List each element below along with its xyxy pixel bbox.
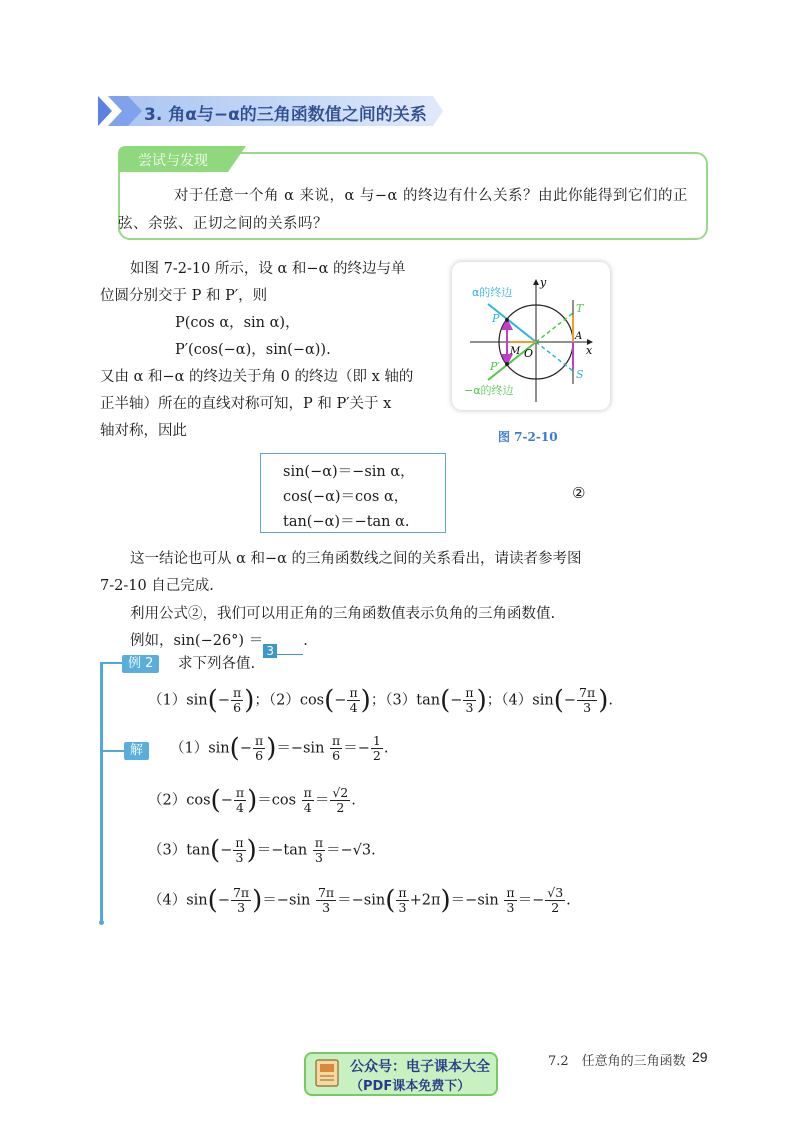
- after-l1: 这一结论也可从 α 和−α 的三角函数线之间的关系看出，请读者参考图: [130, 551, 582, 567]
- try-discover-tab: [118, 146, 258, 172]
- badge-line-2: （PDF课本免费下）: [350, 1079, 471, 1094]
- book-icon: [314, 1058, 342, 1090]
- formula-number: ②: [572, 484, 586, 502]
- unit-circle-figure: [452, 262, 610, 410]
- after-l3: 利用公式②，我们可以用正角的三角函数值表示负角的三角函数值.: [130, 606, 556, 622]
- svg-text:A: A: [575, 331, 583, 342]
- svg-text:S: S: [576, 368, 584, 381]
- answer-blank[interactable]: [263, 638, 303, 658]
- formula-cos: cos(−α)＝cos α，: [283, 489, 409, 505]
- body-p1-l1: 如图 7-2-10 所示，设 α 和−α 的终边与单: [130, 261, 406, 277]
- formula-box: [260, 453, 446, 533]
- solution-2: （2）cos(− $\frac{\pi}{4}$ )＝cos $\frac{\pi}{4}$ ＝ $\frac{√2}{2}$ .: [148, 785, 356, 816]
- solution-tag: 解: [124, 742, 149, 760]
- try-discover-text: [118, 182, 694, 238]
- example-tag: 例 2: [122, 655, 159, 673]
- label-alpha-side: α的终边: [472, 286, 513, 299]
- figure-caption: 图 7-2-10: [498, 430, 558, 444]
- svg-text:T: T: [576, 302, 584, 315]
- body-p2-l1: 又由 α 和−α 的终边关于角 0 的终边（即 x 轴的: [100, 369, 414, 385]
- page-number: 29: [692, 1049, 708, 1065]
- watermark-badge: [304, 1052, 498, 1096]
- solution-1: （1）sin(− $\frac{\pi}{6}$ )＝−sin $\frac{\pi}{6}$ ＝− $\frac{1}{2}$ .: [170, 733, 389, 764]
- after-l4: 例如，sin(−26°) ＝3.: [130, 633, 308, 658]
- svg-text:O: O: [524, 347, 534, 360]
- alpha-extension: [536, 342, 573, 371]
- formula-sin: sin(−α)＝−sin α，: [283, 464, 415, 480]
- chapter-footer: 7.2 任意角的三角函数: [548, 1054, 686, 1069]
- try-line-2: 弦、余弦、正切之间的关系吗？: [118, 216, 328, 232]
- point-P: P(cos α，sin α)，: [175, 315, 300, 331]
- try-line-1: 对于任意一个角 α 来说，α 与−α 的终边有什么关系？由此你能得到它们的正: [174, 188, 688, 204]
- point-P-prime: P′(cos(−α)，sin(−α)).: [175, 342, 331, 358]
- badge-line-1: 公众号：电子课本大全: [350, 1059, 490, 1075]
- svg-text:y: y: [540, 276, 547, 289]
- body-p1-l2: 位圆分别交于 P 和 P′，则: [100, 288, 268, 304]
- blank-number: 3: [263, 644, 277, 658]
- svg-text:M: M: [510, 346, 521, 357]
- label-P-prime: P′: [490, 360, 500, 373]
- body-p2-l3: 轴对称，因此: [100, 423, 187, 439]
- after-l2: 7-2-10 自己完成.: [100, 578, 214, 594]
- example-bar-end: [99, 920, 104, 925]
- formula-tan: tan(−α)＝−tan α.: [283, 514, 410, 530]
- example-prompt: 求下列各值.: [178, 656, 256, 672]
- section-banner: [98, 94, 443, 128]
- solution-3: （3）tan(− $\frac{\pi}{3}$ )＝−tan $\frac{\pi}{3}$ ＝−√3.: [148, 835, 376, 866]
- example-bar: [100, 662, 103, 924]
- label-P: P: [492, 312, 500, 325]
- neg-alpha-extension: [536, 313, 573, 342]
- svg-text:x: x: [586, 344, 593, 357]
- body-p2-l2: 正半轴）所在的直线对称可知，P 和 P′关于 x: [100, 396, 392, 412]
- example-questions: （1）sin(− $\frac{\pi}{6}$ )；（2）cos(− $\frac{\pi}{4}$ )；（3）tan(− $\frac{\pi}{3}$ )；（4）sin(− $\frac{7\pi}{3}$ ).: [148, 685, 613, 716]
- unit-circle-diagram: [452, 262, 610, 410]
- label-neg-alpha-side: −α的终边: [464, 384, 514, 397]
- try-discover-label: 尝试与发现: [138, 153, 208, 169]
- solution-4: （4）sin(− $\frac{7\pi}{3}$ )＝−sin $\frac{7\pi}{3}$ ＝−sin( $\frac{\pi}{3}$ +2π)＝−sin $\frac{\pi}{3}$ ＝− $\frac{√3}{2}$ .: [148, 885, 571, 916]
- section-title: 3. 角α与−α的三角函数值之间的关系: [144, 105, 427, 125]
